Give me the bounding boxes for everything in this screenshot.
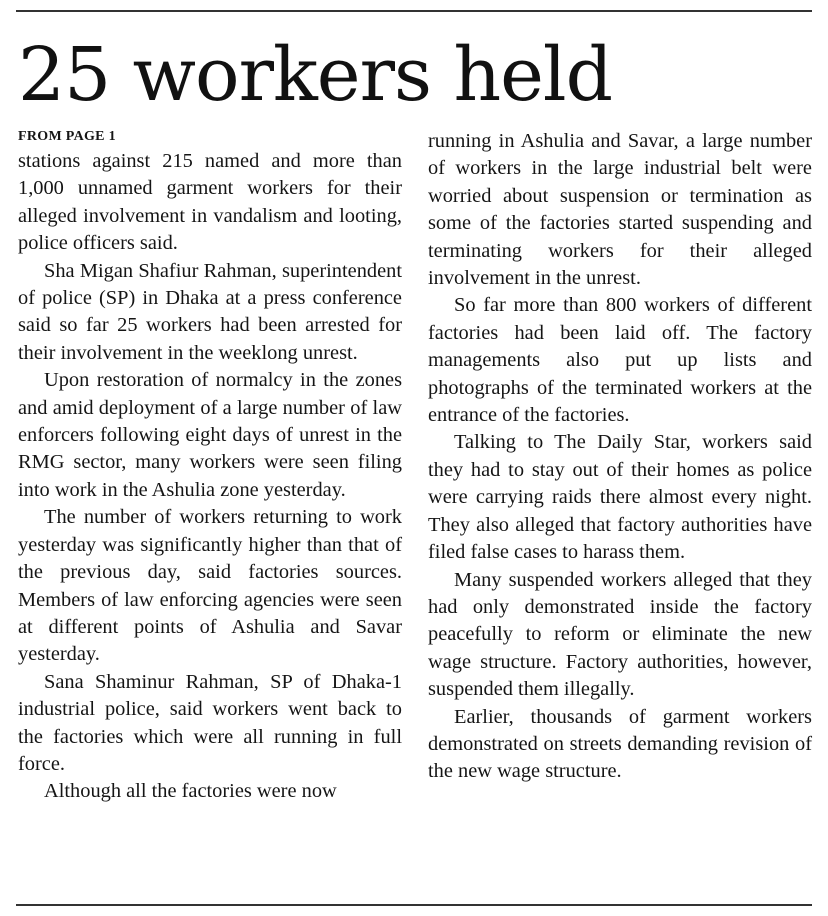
left-column: [18, 128, 402, 806]
top-rule: [16, 10, 812, 12]
right-column: [428, 128, 812, 786]
paragraph: Sana Shaminur Rahman, SP of Dhaka-1 industrial police, said workers went back to the factories which were all running in full force.: [18, 670, 402, 775]
paragraph: Upon restoration of normalcy in the zones and amid deployment of a large number of law enforcers following eight days of unrest in the RMG sector, many workers were seen filing into work in the Ashulia zone yesterday.: [18, 369, 402, 501]
paragraph: The number of workers returning to work yesterday was significantly higher than that of the previous day, said factories sources. Members of law enforcing agencies were seen at different points of Ashulia and Savar yesterday.: [18, 506, 402, 666]
headline: 25 workers held: [18, 32, 612, 118]
bottom-rule: [16, 904, 812, 906]
from-page-kicker: FROM PAGE 1: [18, 129, 116, 144]
paragraph: Earlier, thousands of garment workers demonstrated on streets demanding revision of the new wage structure.: [428, 705, 812, 783]
paragraph: Although all the factories were now: [44, 780, 337, 803]
paragraph: Many suspended workers alleged that they had only demonstrated inside the factory peacefully to reform or eliminate the new wage structure. Factory authorities, however, suspended them illegally.: [428, 568, 812, 701]
paragraph: stations against 215 named and more than 1,000 unnamed garment workers for their alleged involvement in vandalism and looting, police officers said.: [18, 150, 402, 255]
paragraph: Sha Migan Shafiur Rahman, superintendent of police (SP) in Dhaka at a press conference said so far 25 workers had been arrested for their involvement in the weeklong unrest.: [18, 259, 402, 364]
paragraph: So far more than 800 workers of different factories had been laid off. The factory managements also put up lists and photographs of the terminated workers at the entrance of the factories.: [428, 294, 812, 427]
paragraph: Talking to The Daily Star, workers said they had to stay out of their homes as police were carrying raids there almost every night. They also alleged that factory authorities have filed false cases to harass them.: [428, 431, 812, 564]
paragraph: running in Ashulia and Savar, a large number of workers in the large industrial belt were worried about suspension or termination as some of the factories started suspending and terminating workers for their alleged involvement in the unrest.: [428, 130, 812, 290]
